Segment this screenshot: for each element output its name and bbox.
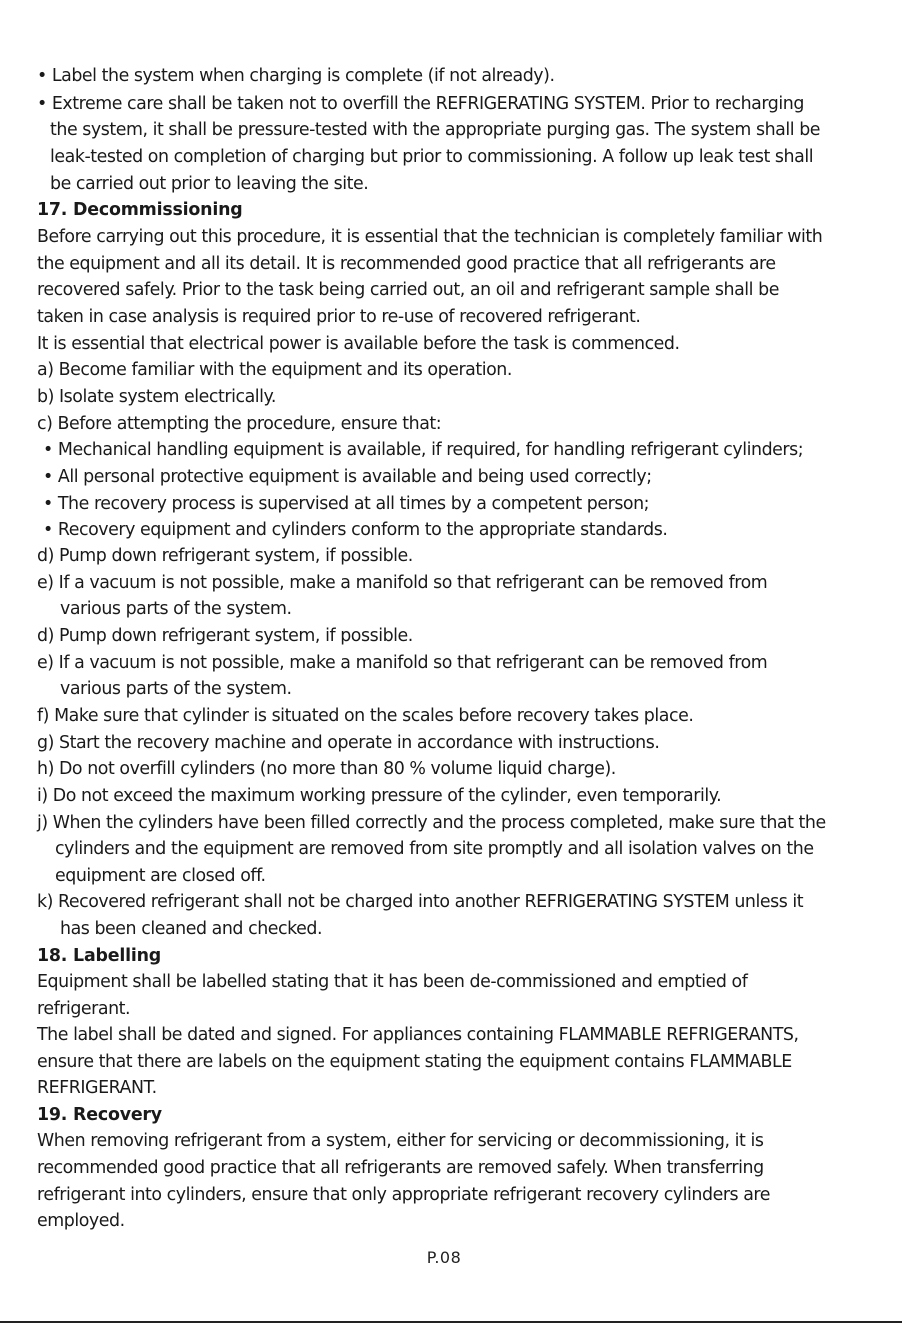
text-line: Equipment shall be labelled stating that it has been de-commissioned and emptied of bbox=[37, 972, 748, 992]
text-line: taken in case analysis is required prior to re-use of recovered refrigerant. bbox=[37, 307, 641, 327]
text-line: be carried out prior to leaving the site. bbox=[50, 174, 369, 194]
text-line: leak-tested on completion of charging but prior to commissioning. A follow up leak test shall bbox=[50, 147, 814, 167]
footer-divider bbox=[0, 1321, 902, 1323]
text-line: refrigerant. bbox=[37, 999, 131, 1019]
list-item: h) Do not overfill cylinders (no more than 80 % volume liquid charge). bbox=[37, 759, 616, 779]
list-item-continuation: has been cleaned and checked. bbox=[60, 919, 323, 939]
text-line: REFRIGERANT. bbox=[37, 1078, 157, 1098]
section-heading-labelling: 18. Labelling bbox=[37, 946, 162, 966]
text-line: recovered safely. Prior to the task being carried out, an oil and refrigerant sample shall be bbox=[37, 280, 779, 300]
text-line: It is essential that electrical power is available before the task is commenced. bbox=[37, 334, 680, 354]
list-item: b) Isolate system electrically. bbox=[37, 387, 276, 407]
list-item: f) Make sure that cylinder is situated on the scales before recovery takes place. bbox=[37, 706, 694, 726]
text-line: the equipment and all its detail. It is recommended good practice that all refrigerants are bbox=[37, 254, 776, 274]
list-item: i) Do not exceed the maximum working pressure of the cylinder, even temporarily. bbox=[37, 786, 722, 806]
list-item-continuation: equipment are closed off. bbox=[55, 866, 266, 886]
text-line: • Extreme care shall be taken not to overfill the REFRIGERATING SYSTEM. Prior to recharging bbox=[37, 94, 804, 114]
text-line: employed. bbox=[37, 1211, 125, 1231]
bullet-item: • The recovery process is supervised at all times by a competent person; bbox=[43, 494, 650, 514]
list-item: e) If a vacuum is not possible, make a manifold so that refrigerant can be removed from bbox=[37, 573, 768, 593]
list-item: a) Become familiar with the equipment and its operation. bbox=[37, 360, 512, 380]
bullet-item: • Mechanical handling equipment is available, if required, for handling refrigerant cylinders; bbox=[43, 440, 804, 460]
list-item: c) Before attempting the procedure, ensure that: bbox=[37, 414, 442, 434]
section-heading-decommissioning: 17. Decommissioning bbox=[37, 200, 243, 220]
section-heading-recovery: 19. Recovery bbox=[37, 1105, 162, 1125]
list-item: e) If a vacuum is not possible, make a manifold so that refrigerant can be removed from bbox=[37, 653, 768, 673]
list-item-continuation: various parts of the system. bbox=[60, 599, 292, 619]
text-line: the system, it shall be pressure-tested with the appropriate purging gas. The system shall be bbox=[50, 120, 821, 140]
text-line: refrigerant into cylinders, ensure that only appropriate refrigerant recovery cylinders are bbox=[37, 1185, 770, 1205]
text-line: The label shall be dated and signed. For appliances containing FLAMMABLE REFRIGERANTS, bbox=[37, 1025, 799, 1045]
list-item: k) Recovered refrigerant shall not be charged into another REFRIGERATING SYSTEM unless it bbox=[37, 892, 804, 912]
list-item: j) When the cylinders have been filled correctly and the process completed, make sure that the bbox=[37, 813, 826, 833]
list-item: d) Pump down refrigerant system, if possible. bbox=[37, 546, 413, 566]
list-item-continuation: cylinders and the equipment are removed from site promptly and all isolation valves on the bbox=[55, 839, 814, 859]
text-line: recommended good practice that all refrigerants are removed safely. When transferring bbox=[37, 1158, 764, 1178]
page-number: P.08 bbox=[426, 1248, 462, 1267]
list-item: d) Pump down refrigerant system, if possible. bbox=[37, 626, 413, 646]
bullet-item: • Recovery equipment and cylinders conform to the appropriate standards. bbox=[43, 520, 668, 540]
text-line: • Label the system when charging is complete (if not already). bbox=[37, 66, 555, 86]
text-line: Before carrying out this procedure, it is essential that the technician is completely familiar with bbox=[37, 227, 823, 247]
text-line: When removing refrigerant from a system, either for servicing or decommissioning, it is bbox=[37, 1131, 764, 1151]
list-item: g) Start the recovery machine and operate in accordance with instructions. bbox=[37, 733, 660, 753]
text-line: ensure that there are labels on the equipment stating the equipment contains FLAMMABLE bbox=[37, 1052, 792, 1072]
bullet-item: • All personal protective equipment is available and being used correctly; bbox=[43, 467, 652, 487]
list-item-continuation: various parts of the system. bbox=[60, 679, 292, 699]
